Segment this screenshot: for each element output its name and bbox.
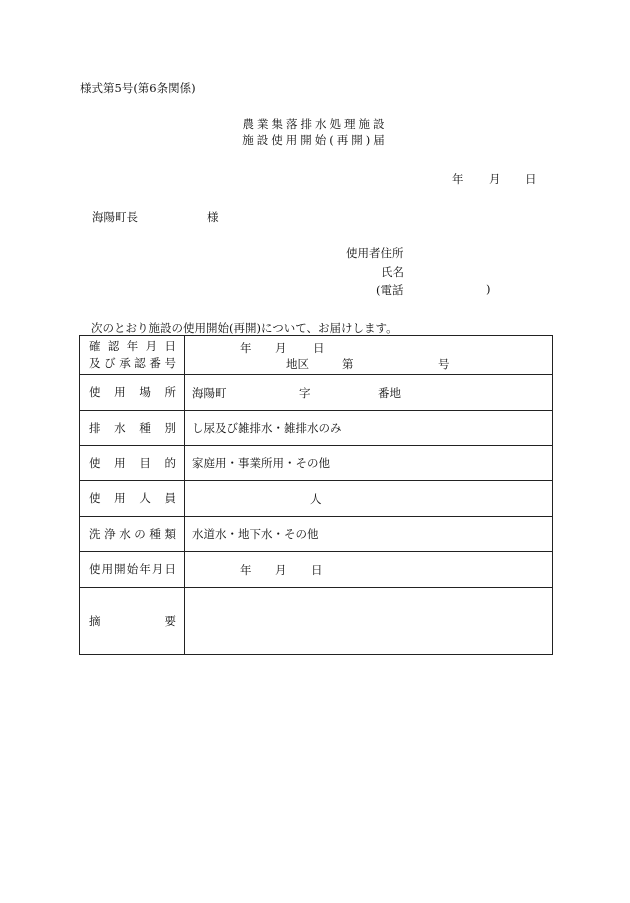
- table-row: [80, 446, 553, 481]
- applicant-name-label: 氏名: [381, 265, 404, 279]
- purpose-label-cell: [80, 446, 185, 481]
- confirmation-label-line1: 確認年月日: [89, 339, 176, 353]
- location-town: 海陽町: [192, 386, 227, 400]
- purpose-value[interactable]: 家庭用・事業所用・その他: [185, 446, 553, 481]
- date-year-label: 年: [452, 172, 464, 186]
- location-banchi: 番地: [378, 386, 401, 400]
- addressee-name: 海陽町長: [92, 210, 138, 224]
- confirmation-month-label: 月: [275, 341, 287, 355]
- date-month-label: 月: [489, 172, 501, 186]
- addressee-honorific: 様: [207, 210, 219, 224]
- confirmation-label-cell: [80, 336, 185, 375]
- confirmation-year-label: 年: [240, 341, 252, 355]
- wash-water-value[interactable]: 水道水・地下水・その他: [185, 517, 553, 552]
- start-date-label: 使用開始年月日: [89, 562, 176, 576]
- location-value-cell[interactable]: [185, 375, 553, 411]
- table-row: [80, 336, 553, 375]
- users-count-label-cell: [80, 481, 185, 517]
- table-row: [80, 481, 553, 517]
- number-prefix-label: 第: [342, 357, 354, 371]
- drainage-type-label: 排水種別: [89, 420, 176, 435]
- application-form-table: [79, 335, 553, 655]
- district-label: 地区: [286, 357, 309, 371]
- applicant-phone-open: (電話: [376, 283, 404, 297]
- location-aza: 字: [299, 386, 311, 400]
- start-date-day: 日: [311, 563, 323, 577]
- drainage-type-label-cell: [80, 411, 185, 446]
- drainage-type-value[interactable]: し尿及び雑排水・雑排水のみ: [185, 411, 553, 446]
- applicant-address-label: 使用者住所: [346, 246, 404, 260]
- users-count-label: 使用人員: [89, 491, 176, 505]
- number-suffix-label: 号: [438, 357, 450, 371]
- location-label-cell: [80, 375, 185, 411]
- start-date-month: 月: [275, 563, 287, 577]
- start-date-year: 年: [240, 563, 252, 577]
- table-row: [80, 411, 553, 446]
- purpose-label: 使用目的: [89, 455, 176, 470]
- confirmation-label-line2: 及び承認番号: [89, 356, 176, 370]
- form-title-line2: 施設使用開始(再開)届: [242, 133, 388, 147]
- intro-text: 次のとおり施設の使用開始(再開)について、お届けします。: [91, 321, 398, 335]
- remarks-label-cell: [80, 588, 185, 655]
- table-row: [80, 375, 553, 411]
- users-count-value-cell[interactable]: [185, 481, 553, 517]
- wash-water-label: 洗浄水の種類: [89, 526, 176, 541]
- table-row: [80, 588, 553, 655]
- date-day-label: 日: [525, 172, 537, 186]
- confirmation-value-cell[interactable]: [185, 336, 553, 375]
- form-number: 様式第5号(第6条関係): [80, 81, 196, 95]
- start-date-value-cell[interactable]: [185, 552, 553, 588]
- form-title-line1: 農業集落排水処理施設: [242, 117, 388, 131]
- confirmation-day-label: 日: [313, 341, 325, 355]
- location-label: 使用場所: [89, 385, 176, 399]
- table-row: [80, 552, 553, 588]
- remarks-value-cell[interactable]: [185, 588, 553, 655]
- applicant-phone-close: ): [486, 282, 491, 296]
- table-row: [80, 517, 553, 552]
- wash-water-label-cell: [80, 517, 185, 552]
- remarks-label: 摘要: [89, 613, 176, 628]
- users-count-unit: 人: [310, 492, 322, 506]
- start-date-label-cell: [80, 552, 185, 588]
